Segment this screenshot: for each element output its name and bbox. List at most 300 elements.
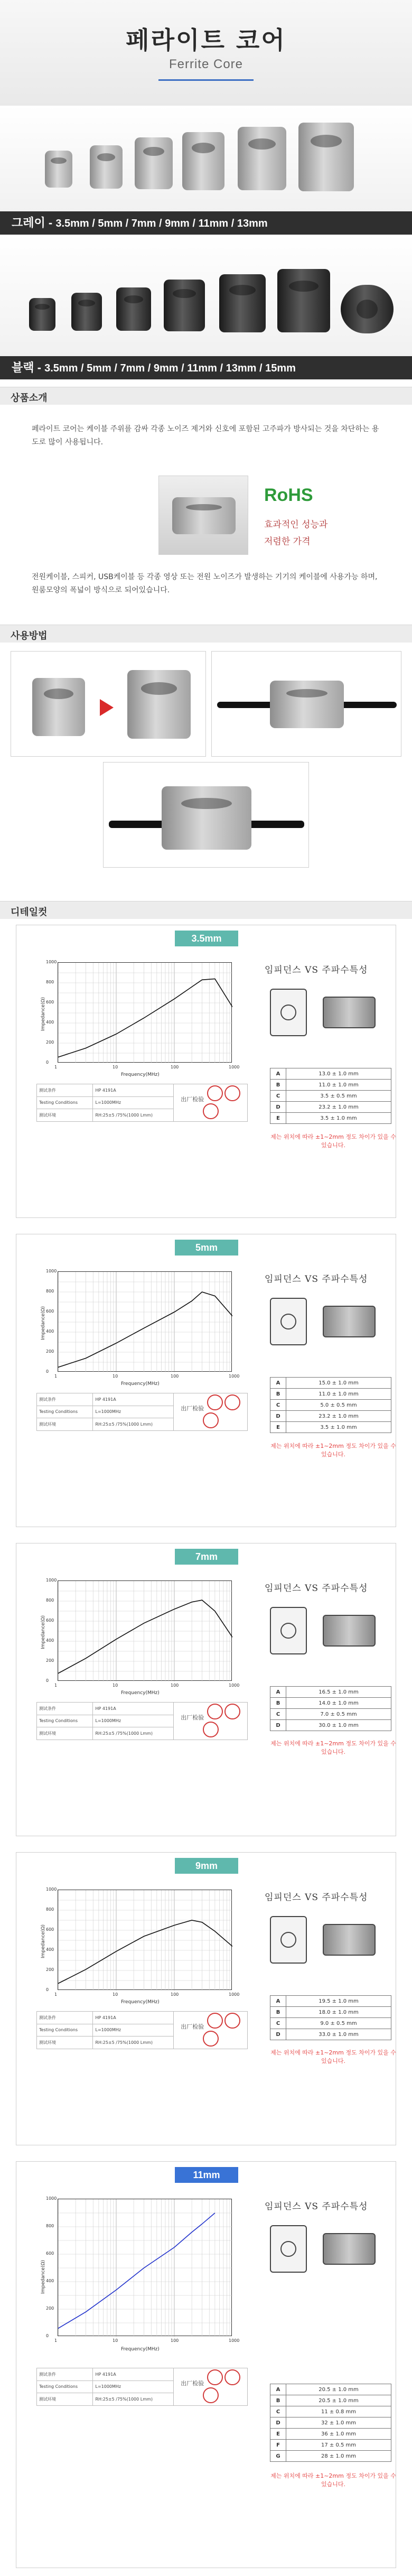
detail-card-11mm (16, 2161, 396, 2568)
spec-value: HP 4191A (93, 1084, 174, 1097)
dimension-key: D (270, 1720, 286, 1731)
x-tick-label: 100 (171, 1065, 179, 1070)
stamp-icon (203, 1722, 219, 1737)
chart-svg (58, 1890, 232, 1991)
dimension-value: 23.2 ± 1.0 mm (286, 1102, 391, 1113)
chart-plot-area (58, 1890, 232, 1990)
stamp-icon (224, 1394, 240, 1410)
chart-plot-area (58, 1580, 232, 1681)
dimension-value: 3.5 ± 1.0 mm (286, 1113, 391, 1124)
dimension-value: 30.0 ± 1.0 mm (286, 1720, 391, 1731)
dimension-key: A (270, 1996, 286, 2007)
dimension-value: 5.0 ± 0.5 mm (286, 1400, 391, 1411)
black-core-5mm (71, 293, 102, 331)
dimension-row (270, 1720, 391, 1731)
gray-core-11mm (238, 127, 286, 190)
dimension-row (270, 2007, 391, 2018)
usage-step-open-photo (11, 651, 206, 757)
spec-row (37, 1393, 248, 1406)
impedance-chart (26, 1261, 253, 1446)
detail-card-9mm (16, 1852, 396, 2145)
chart-x-label: Frequency(MHz) (121, 1072, 160, 1077)
dimension-row (270, 2417, 391, 2429)
chart-plot-area (58, 1271, 232, 1372)
x-tick-label: 1 (54, 1374, 58, 1379)
dimension-row (270, 2384, 391, 2395)
dimension-row (270, 1996, 391, 2007)
spec-key: 测试条件 (37, 2012, 93, 2024)
y-tick-label: 0 (46, 1369, 49, 1374)
hero-banner (0, 0, 412, 106)
dimension-key: E (270, 2429, 286, 2440)
dimension-key: C (270, 2018, 286, 2029)
core-side-view (323, 2233, 376, 2265)
stamp-icon (207, 1085, 223, 1101)
dimension-key: B (270, 2395, 286, 2406)
chart-x-label: Frequency(MHz) (121, 1381, 160, 1387)
black-color-name: 블랙 (12, 361, 34, 374)
dimension-key: C (270, 1709, 286, 1720)
dimension-row (270, 2429, 391, 2440)
inspection-label: 出厂检验 (181, 1714, 204, 1721)
dimension-key: D (270, 1102, 286, 1113)
card-size-tag: 3.5mm (175, 931, 238, 946)
title-underline (158, 79, 254, 81)
dimension-value: 33.0 ± 1.0 mm (286, 2029, 391, 2040)
test-spec-table (36, 1084, 248, 1122)
feature-line-2: 저렴한 가격 (264, 536, 311, 547)
rohs-feature-box (158, 476, 370, 555)
spec-row (37, 2368, 248, 2381)
spec-key: 测试条件 (37, 1703, 93, 1715)
black-size-list: 3.5mm / 5mm / 7mm / 9mm / 11mm / 13mm / 15mm (44, 362, 296, 374)
core-front-view (270, 1298, 307, 1345)
intro-heading-text: 상품소개 (11, 393, 48, 404)
spec-row (37, 1084, 248, 1097)
tolerance-note: 제는 위치에 따라 ±1~2mm 정도 차이가 있을 수 있습니다. (270, 2472, 396, 2488)
x-tick-label: 1000 (229, 1683, 240, 1688)
spec-stamp-cell (174, 1084, 248, 1122)
x-tick-label: 100 (171, 1992, 179, 1997)
black-core-photo (0, 235, 412, 356)
tolerance-note: 제는 위치에 따라 ±1~2mm 정도 차이가 있을 수 있습니다. (270, 1133, 396, 1149)
page-title: 페라이트 코어 (126, 26, 286, 54)
impedance-curve (58, 2213, 215, 2328)
usage-section-heading (0, 625, 412, 643)
dimension-key: B (270, 1080, 286, 1091)
card-size-tag: 7mm (175, 1549, 238, 1565)
y-tick-label: 400 (46, 2279, 54, 2283)
arrow-right-icon (100, 699, 114, 716)
dimension-table (270, 1377, 391, 1433)
usage-heading-text: 사용방법 (11, 630, 48, 641)
chart-svg (58, 963, 232, 1063)
core-dimension-drawing (270, 2220, 376, 2357)
chart-x-label: Frequency(MHz) (121, 1690, 160, 1696)
black-core-3.5mm (29, 298, 55, 331)
chart-plot-area (58, 2199, 232, 2336)
dimension-key: D (270, 2029, 286, 2040)
x-tick-label: 100 (171, 1374, 179, 1379)
dimension-value: 19.5 ± 1.0 mm (286, 1996, 391, 2007)
chart-y-label: Impedance(Ω) (41, 1924, 46, 1958)
impedance-chart (26, 2188, 253, 2452)
stamp-icon (207, 1704, 223, 1719)
impedance-curve (58, 979, 232, 1057)
dimension-value: 20.5 ± 1.0 mm (286, 2384, 391, 2395)
dimension-row (270, 2406, 391, 2417)
dimension-key: A (270, 2384, 286, 2395)
x-tick-label: 10 (113, 1374, 118, 1379)
y-tick-label: 400 (46, 1638, 54, 1643)
dimension-row (270, 2451, 391, 2462)
core-dimension-drawing (270, 1602, 376, 1660)
spec-key: 测试环境 (37, 2036, 93, 2049)
dimension-table (270, 1995, 391, 2040)
dimension-row (270, 1709, 391, 1720)
y-tick-label: 400 (46, 1947, 54, 1952)
dimension-value: 14.0 ± 1.0 mm (286, 1698, 391, 1709)
gray-core-9mm (182, 132, 224, 190)
x-tick-label: 1000 (229, 1992, 240, 1997)
chart-x-label: Frequency(MHz) (121, 2347, 160, 2352)
stamp-icon (207, 1394, 223, 1410)
dimension-value: 28 ± 1.0 mm (286, 2451, 391, 2462)
dimension-row (270, 1698, 391, 1709)
x-tick-label: 1000 (229, 2338, 240, 2343)
dimension-key: D (270, 2417, 286, 2429)
spec-key: 测试环境 (37, 1418, 93, 1431)
x-tick-label: 1000 (229, 1065, 240, 1070)
card-size-tag: 11mm (175, 2167, 238, 2183)
dimension-value: 11.0 ± 1.0 mm (286, 1080, 391, 1091)
dimension-value: 3.5 ± 1.0 mm (286, 1422, 391, 1433)
core-on-cable-icon (270, 681, 344, 728)
card-size-tag: 5mm (175, 1240, 238, 1256)
feature-line-1: 효과적인 성능과 (264, 519, 328, 530)
y-tick-label: 800 (46, 980, 54, 984)
spec-key: Testing Conditions (37, 2380, 93, 2393)
dimension-value: 32 ± 1.0 mm (286, 2417, 391, 2429)
dimension-value: 23.2 ± 1.0 mm (286, 1411, 391, 1422)
black-core-11mm (219, 274, 266, 332)
inspection-label: 出厂检验 (181, 1405, 204, 1412)
dimension-key: C (270, 2406, 286, 2417)
spec-stamp-cell (174, 2012, 248, 2049)
spec-key: 测试条件 (37, 1084, 93, 1097)
spec-value: HP 4191A (93, 1703, 174, 1715)
dimension-value: 18.0 ± 1.0 mm (286, 2007, 391, 2018)
dimension-key: D (270, 1411, 286, 1422)
dimension-value: 16.5 ± 1.0 mm (286, 1687, 391, 1698)
impedance-title: 임피던스 VS 주파수특성 (265, 1583, 368, 1594)
spec-stamp-cell (174, 1703, 248, 1740)
impedance-chart (26, 952, 253, 1137)
core-side-view (323, 1306, 376, 1337)
chart-y-label: Impedance(Ω) (41, 997, 46, 1031)
dimension-row (270, 1113, 391, 1124)
usage-step-cable-photo (211, 651, 401, 757)
y-tick-label: 1000 (46, 1578, 57, 1583)
dimension-row (270, 1068, 391, 1080)
black-core-15mm (341, 285, 394, 333)
y-tick-label: 200 (46, 1040, 54, 1045)
x-tick-label: 100 (171, 1683, 179, 1688)
dimension-value: 11 ± 0.8 mm (286, 2406, 391, 2417)
x-tick-label: 10 (113, 2338, 118, 2343)
black-size-label: 블랙 - 3.5mm / 5mm / 7mm / 9mm / 11mm / 13mm / 15mm (0, 356, 412, 379)
gray-color-name: 그레이 (12, 216, 45, 229)
tolerance-note: 제는 위치에 따라 ±1~2mm 정도 차이가 있을 수 있습니다. (270, 1443, 396, 1458)
gray-core-13mm (298, 123, 354, 191)
usage-result-photo (103, 762, 309, 868)
dimension-value: 20.5 ± 1.0 mm (286, 2395, 391, 2406)
y-tick-label: 0 (46, 1060, 49, 1065)
core-on-cable-photo (158, 476, 248, 555)
gray-core-3.5mm (45, 151, 72, 188)
tolerance-note: 제는 위치에 따라 ±1~2mm 정도 차이가 있을 수 있습니다. (270, 1740, 396, 1755)
dimension-key: B (270, 1389, 286, 1400)
spec-value: L=1000MHz (93, 1715, 174, 1727)
dimension-value: 36 ± 1.0 mm (286, 2429, 391, 2440)
spec-value: L=1000MHz (93, 2380, 174, 2393)
intro-paragraph-2: 전원케이블, 스피커, USB케이블 등 각종 영상 또는 전원 노이즈가 발생하는 기기의 케이블에 사용가능 하며, 원룸모양의 폭넓이 방식으로 되어있습니다. (32, 573, 378, 594)
black-core-7mm (116, 287, 151, 331)
y-tick-label: 600 (46, 1618, 54, 1623)
core-front-view (270, 1607, 307, 1654)
y-tick-label: 600 (46, 1927, 54, 1932)
chart-y-label: Impedance(Ω) (41, 2260, 46, 2294)
y-tick-label: 0 (46, 1678, 49, 1683)
y-tick-label: 200 (46, 1658, 54, 1663)
chart-svg (58, 1581, 232, 1681)
dimension-row (270, 2018, 391, 2029)
spec-value: RH:25±5 /75%(1000 Lmm) (93, 1109, 174, 1122)
black-core-9mm (164, 280, 205, 331)
impedance-curve (58, 1292, 232, 1368)
spec-stamp-cell (174, 2368, 248, 2406)
x-tick-label: 1 (54, 2338, 58, 2343)
dimension-row (270, 1389, 391, 1400)
dimension-key: C (270, 1400, 286, 1411)
spec-value: L=1000MHz (93, 1096, 174, 1109)
black-core-13mm (277, 269, 330, 332)
dimension-key: F (270, 2440, 286, 2451)
dimension-row (270, 2440, 391, 2451)
card-size-tag: 9mm (175, 1858, 238, 1874)
core-side-view (323, 1924, 376, 1956)
spec-value: HP 4191A (93, 1393, 174, 1406)
chart-x-label: Frequency(MHz) (121, 2000, 160, 2005)
dimension-value: 9.0 ± 0.5 mm (286, 2018, 391, 2029)
inspection-label: 出厂检验 (181, 1096, 204, 1103)
dimension-row (270, 1400, 391, 1411)
stamp-icon (207, 2369, 223, 2385)
stamp-icon (207, 2013, 223, 2029)
spec-value: RH:25±5 /75%(1000 Lmm) (93, 2036, 174, 2049)
stamp-icon (203, 2031, 219, 2047)
y-tick-label: 600 (46, 1309, 54, 1314)
x-tick-label: 1 (54, 1683, 58, 1688)
dimension-key: B (270, 1698, 286, 1709)
spec-key: Testing Conditions (37, 1096, 93, 1109)
y-tick-label: 400 (46, 1020, 54, 1025)
detail-card-3.5mm (16, 925, 396, 1218)
spec-value: RH:25±5 /75%(1000 Lmm) (93, 1727, 174, 1740)
spec-row (37, 2012, 248, 2024)
stamp-icon (224, 2369, 240, 2385)
y-tick-label: 0 (46, 1987, 49, 1992)
spec-key: 测试条件 (37, 2368, 93, 2381)
dimension-key: A (270, 1687, 286, 1698)
y-tick-label: 200 (46, 2306, 54, 2311)
spec-key: Testing Conditions (37, 1406, 93, 1418)
dimension-row (270, 1091, 391, 1102)
impedance-title: 임피던스 VS 주파수특성 (265, 1892, 368, 1903)
dimension-table (270, 2384, 391, 2462)
chart-svg (58, 2199, 232, 2337)
chart-y-label: Impedance(Ω) (41, 1306, 46, 1340)
spec-stamp-cell (174, 1393, 248, 1431)
dimension-table (270, 1686, 391, 1731)
spec-key: Testing Conditions (37, 2024, 93, 2036)
spec-key: Testing Conditions (37, 1715, 93, 1727)
spec-value: L=1000MHz (93, 1406, 174, 1418)
dimension-row (270, 1422, 391, 1433)
dimension-key: A (270, 1378, 286, 1389)
gray-size-label: 그레이 - 3.5mm / 5mm / 7mm / 9mm / 11mm / 13mm (0, 211, 412, 235)
core-dimension-drawing (270, 1911, 376, 1969)
y-tick-label: 200 (46, 1349, 54, 1354)
test-spec-table (36, 2368, 248, 2406)
y-tick-label: 1000 (46, 960, 57, 964)
intro-section-heading (0, 387, 412, 405)
core-closed-icon (32, 678, 85, 736)
core-front-view (270, 2225, 307, 2273)
y-tick-label: 800 (46, 1907, 54, 1912)
detail-section-heading (0, 901, 412, 919)
gray-size-list: 3.5mm / 5mm / 7mm / 9mm / 11mm / 13mm (55, 218, 268, 229)
x-tick-label: 10 (113, 1683, 118, 1688)
spec-value: L=1000MHz (93, 2024, 174, 2036)
dimension-table (270, 1068, 391, 1124)
tolerance-note: 제는 위치에 따라 ±1~2mm 정도 차이가 있을 수 있습니다. (270, 2049, 396, 2064)
y-tick-label: 1000 (46, 1887, 57, 1892)
stamp-icon (224, 2013, 240, 2029)
rohs-logo: RoHS (264, 485, 313, 505)
chart-svg (58, 1272, 232, 1372)
gray-core-7mm (135, 137, 173, 189)
test-spec-table (36, 1702, 248, 1740)
x-tick-label: 100 (171, 2338, 179, 2343)
detail-card-7mm (16, 1543, 396, 1836)
inspection-label: 出厂检验 (181, 2023, 204, 2030)
y-tick-label: 800 (46, 1289, 54, 1294)
core-front-view (270, 1916, 307, 1964)
impedance-chart (26, 1879, 253, 2064)
detail-heading-text: 디테일컷 (11, 907, 48, 918)
stamp-icon (203, 1412, 219, 1428)
core-side-view (323, 1615, 376, 1647)
detail-card-5mm (16, 1234, 396, 1527)
y-tick-label: 600 (46, 1000, 54, 1005)
y-tick-label: 1000 (46, 2196, 57, 2201)
core-dimension-drawing (270, 983, 376, 1041)
dimension-row (270, 1378, 391, 1389)
dimension-row (270, 1102, 391, 1113)
y-tick-label: 400 (46, 1329, 54, 1334)
impedance-title: 임피던스 VS 주파수특성 (265, 965, 368, 975)
stamp-icon (203, 1103, 219, 1119)
x-tick-label: 1 (54, 1992, 58, 1997)
y-tick-label: 600 (46, 2251, 54, 2256)
impedance-chart (26, 1570, 253, 1755)
test-spec-table (36, 1393, 248, 1431)
dimension-value: 13.0 ± 1.0 mm (286, 1068, 391, 1080)
spec-key: 测试条件 (37, 1393, 93, 1406)
dimension-row (270, 1411, 391, 1422)
core-dimension-drawing (270, 1292, 376, 1351)
dimension-row (270, 1080, 391, 1091)
y-tick-label: 800 (46, 2224, 54, 2228)
dimension-value: 3.5 ± 0.5 mm (286, 1091, 391, 1102)
spec-value: HP 4191A (93, 2012, 174, 2024)
y-tick-label: 200 (46, 1967, 54, 1972)
dimension-key: E (270, 1422, 286, 1433)
stamp-icon (224, 1704, 240, 1719)
dimension-value: 7.0 ± 0.5 mm (286, 1709, 391, 1720)
dimension-key: G (270, 2451, 286, 2462)
x-tick-label: 10 (113, 1992, 118, 1997)
gray-core-photo (0, 106, 412, 211)
chart-plot-area (58, 962, 232, 1063)
dimension-value: 15.0 ± 1.0 mm (286, 1378, 391, 1389)
chart-y-label: Impedance(Ω) (41, 1615, 46, 1649)
dimension-key: E (270, 1113, 286, 1124)
stamp-icon (224, 1085, 240, 1101)
intro-paragraph-1: 페라이트 코어는 케이블 주위를 감싸 각종 노이즈 제거와 신호에 포함된 고주파가 방사되는 것을 차단하는 용도로 많이 사용됩니다. (32, 425, 379, 447)
impedance-title: 임피던스 VS 주파수특성 (265, 1274, 368, 1285)
core-side-view (323, 997, 376, 1028)
spec-key: 测试环境 (37, 1109, 93, 1122)
y-tick-label: 1000 (46, 1269, 57, 1273)
inspection-label: 出厂检验 (181, 2380, 204, 2387)
dimension-row (270, 2029, 391, 2040)
impedance-title: 임피던스 VS 주파수특성 (265, 2201, 368, 2212)
core-front-view (270, 989, 307, 1036)
x-tick-label: 1 (54, 1065, 58, 1070)
x-tick-label: 10 (113, 1065, 118, 1070)
spec-value: HP 4191A (93, 2368, 174, 2381)
stamp-icon (203, 2387, 219, 2403)
dimension-key: B (270, 2007, 286, 2018)
page-subtitle: Ferrite Core (168, 57, 244, 71)
dimension-row (270, 2395, 391, 2406)
spec-value: RH:25±5 /75%(1000 Lmm) (93, 2393, 174, 2406)
x-tick-label: 1000 (229, 1374, 240, 1379)
spec-key: 测试环境 (37, 1727, 93, 1740)
core-open-icon (127, 670, 191, 739)
dimension-key: C (270, 1091, 286, 1102)
y-tick-label: 800 (46, 1598, 54, 1603)
y-tick-label: 0 (46, 2333, 49, 2338)
dimension-key: A (270, 1068, 286, 1080)
spec-key: 测试环境 (37, 2393, 93, 2406)
core-installed-icon (162, 786, 251, 850)
gray-core-5mm (90, 145, 123, 189)
spec-value: RH:25±5 /75%(1000 Lmm) (93, 1418, 174, 1431)
spec-row (37, 1703, 248, 1715)
